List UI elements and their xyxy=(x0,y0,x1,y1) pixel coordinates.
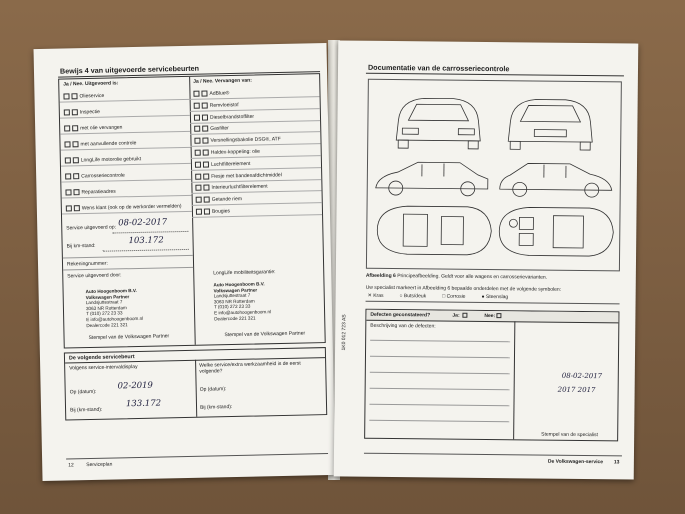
checkbox[interactable] xyxy=(71,93,77,99)
car-front-view-icon xyxy=(508,99,593,150)
square-icon: □ xyxy=(442,293,447,300)
car-diagram-svg xyxy=(367,80,621,271)
col2-label: Remvloeistof xyxy=(209,101,239,109)
checkbox[interactable] xyxy=(64,125,70,131)
description-line[interactable] xyxy=(369,420,509,422)
col1-item xyxy=(63,93,104,100)
stamp-line: E info@autohoogenboom.nl xyxy=(86,315,144,323)
symbols-instruction: Uw specialist markeert in Afbeelding 6 bepaalde onderdelen met de volgende symbolen: xyxy=(365,284,562,293)
symbols-legend xyxy=(368,293,525,301)
col1-item xyxy=(64,124,122,132)
figure-caption-bold: Afbeelding 6 xyxy=(365,272,396,280)
checkbox[interactable] xyxy=(194,138,200,144)
next-right-header: Welke service/extra werkzaamheid is de eerst volgende? xyxy=(199,360,301,375)
divider xyxy=(63,255,193,259)
col1-label: Inspectie xyxy=(79,109,100,116)
checkbox[interactable] xyxy=(203,173,209,179)
col2-item xyxy=(196,208,230,215)
stamp-line: E info@autohoogenboom.nl xyxy=(214,309,272,316)
col2-label: Fiesje met bandenafdichtmiddel xyxy=(211,171,282,180)
col1-label: LongLife motorolie gebruikt xyxy=(80,156,142,164)
checkbox[interactable] xyxy=(65,157,71,163)
figure-caption-text: Principeafbeelding. Geldt voor alle wagens en carrosserievarianten. xyxy=(397,273,548,281)
checkbox[interactable] xyxy=(65,173,71,179)
specialist-stamp-label: Stempel van de specialist xyxy=(541,431,598,439)
col2-item xyxy=(194,136,280,144)
bij-label: Bij (km-stand): xyxy=(70,406,103,414)
op-value: 02-2019 xyxy=(117,380,154,392)
checkbox[interactable] xyxy=(73,173,79,179)
description-line[interactable] xyxy=(369,404,509,406)
col1-item xyxy=(64,109,100,116)
checkbox[interactable] xyxy=(73,189,79,195)
checkbox[interactable] xyxy=(202,138,208,144)
specialist-date: 08-02-2017 xyxy=(561,371,603,381)
col2-label: Getande riem xyxy=(211,196,243,203)
legend-item xyxy=(481,294,508,300)
dot-icon: ● xyxy=(481,293,486,301)
defects-description-label: Beschrijving van de defecten: xyxy=(370,322,436,330)
side-code: 1K0 012 723 AS xyxy=(341,314,348,351)
km-label: Bij km-stand: xyxy=(66,242,96,250)
left-page-title: Bewijs 4 van uitgevoerde servicebeurten xyxy=(59,63,200,76)
next-service-title: De volgende servicebeurt xyxy=(68,354,135,362)
left-page xyxy=(34,43,336,481)
stamp-label-left: Stempel van de Volkswagen Partner xyxy=(88,333,170,342)
right-page-title: Documentatie van de carrosseriecontrole xyxy=(367,62,510,74)
date-line xyxy=(112,231,188,234)
stamp-label-right: Stempel van de Volkswagen Partner xyxy=(224,330,306,339)
dealer-stamp-left xyxy=(86,288,144,328)
left-footer-text: Serviceplan xyxy=(86,461,113,469)
col2-item xyxy=(193,90,229,97)
col2-label: Dieselbrandstoffilter xyxy=(209,113,255,121)
checkbox[interactable] xyxy=(66,205,72,211)
checkbox[interactable] xyxy=(196,209,202,215)
checkbox[interactable] xyxy=(194,114,200,120)
col1-label: met olie vervangen xyxy=(80,124,123,132)
checkbox[interactable] xyxy=(202,102,208,108)
checkbox[interactable] xyxy=(204,208,210,214)
ja-checkbox[interactable] xyxy=(462,313,467,318)
checkbox[interactable] xyxy=(204,197,210,203)
stamp-line: 3063 NR Rotterdam xyxy=(213,298,255,305)
checkbox[interactable] xyxy=(72,125,78,131)
col1-label: Wens klant (ook op de werkorder vermelden) xyxy=(81,203,182,212)
car-side-left-icon xyxy=(376,162,488,196)
description-line[interactable] xyxy=(370,372,510,374)
legend-item xyxy=(368,293,384,299)
stamp-line: 3063 NR Rotterdam xyxy=(85,305,127,311)
stamp-line: Volkswagen Partner xyxy=(213,287,258,293)
checkbox[interactable] xyxy=(203,149,209,155)
legend-item xyxy=(399,293,426,299)
checkbox[interactable] xyxy=(195,150,201,156)
bij-label-right: Bij (km-stand): xyxy=(199,404,233,411)
checkbox[interactable] xyxy=(73,157,79,163)
service-date-value: 08-02-2017 xyxy=(118,217,168,229)
title-rule xyxy=(366,73,624,77)
nee-checkbox[interactable] xyxy=(496,313,501,318)
footer-rule xyxy=(364,453,622,457)
col1-label: Olieservice xyxy=(79,92,105,100)
col1-item xyxy=(65,188,115,195)
nee-label: Nee: xyxy=(484,312,496,320)
divider xyxy=(63,267,193,271)
checkbox[interactable] xyxy=(195,161,201,167)
car-top-view-icon xyxy=(377,206,491,255)
stamp-line: T (010) 272 23 33 xyxy=(86,310,123,317)
checkbox[interactable] xyxy=(72,141,78,147)
checkbox[interactable] xyxy=(194,102,200,108)
stamp-line: Dealercode 221 321 xyxy=(86,321,128,328)
col1-item xyxy=(64,140,136,148)
col2-item xyxy=(194,125,229,132)
legend-item xyxy=(442,294,465,300)
specialist-signature: 2017 2017 xyxy=(557,385,596,395)
stamp-line: Dealercode 221 321 xyxy=(214,315,256,321)
stamp-line: Auto Hoogenboom B.V. xyxy=(85,288,137,295)
description-line[interactable] xyxy=(370,356,510,358)
stamp-line: T (010) 272 23 33 xyxy=(213,304,251,310)
checkbox[interactable] xyxy=(63,93,69,99)
stamp-line: Landsjuttestraat 7 xyxy=(85,299,123,306)
car-rear-view-icon xyxy=(396,98,481,149)
ja-label: Ja: xyxy=(452,312,460,319)
car-interior-view-icon xyxy=(499,207,613,256)
stamp-line: Volkswagen Partner xyxy=(85,293,130,300)
checkbox[interactable] xyxy=(64,141,70,147)
col2-item xyxy=(195,172,282,180)
legend-label: Steenslag xyxy=(485,294,509,301)
checkbox[interactable] xyxy=(196,197,202,203)
km-line xyxy=(103,249,189,252)
next-left-header: Volgens service-intervaldisplay xyxy=(69,364,138,372)
longlife-label: LongLife mobiliteitsgarantie: xyxy=(213,269,276,277)
checkbox[interactable] xyxy=(72,109,78,115)
stamp-line: Auto Hoogenboom B.V. xyxy=(213,281,265,288)
col2-item xyxy=(194,102,239,109)
col2-label: Haldex-koppeling: olie xyxy=(210,148,260,156)
col1-header: Ja / Nee. Uitgevoerd is: xyxy=(63,80,119,88)
right-page-number: 13 xyxy=(613,459,620,466)
bij-value: 133.172 xyxy=(125,398,162,410)
checkbox[interactable] xyxy=(74,205,80,211)
legend-label: Buts/deuk xyxy=(403,293,427,300)
checkbox[interactable] xyxy=(65,189,71,195)
col2-item xyxy=(196,196,242,203)
col2-item xyxy=(194,113,254,121)
column-divider xyxy=(195,360,197,417)
invoice-label: Rekeningnummer: xyxy=(66,260,108,268)
cross-icon: ✕ xyxy=(367,292,374,299)
col2-item xyxy=(195,184,267,192)
checkbox[interactable] xyxy=(202,126,208,132)
dealer-stamp-right xyxy=(213,281,271,321)
col2-header: Ja / Nee. Vervangen van: xyxy=(193,77,252,85)
defects-box xyxy=(364,309,619,442)
col2-label: Bougies xyxy=(211,208,231,215)
col2-item xyxy=(195,148,260,156)
right-footer-text: De Volkswagen-service xyxy=(547,458,604,466)
col2-label: Luchtfilterelement xyxy=(210,160,251,168)
checkbox[interactable] xyxy=(195,173,201,179)
checkbox[interactable] xyxy=(203,161,209,167)
checkbox[interactable] xyxy=(201,90,207,96)
checkbox[interactable] xyxy=(203,185,209,191)
footer-rule xyxy=(66,453,328,459)
col1-item xyxy=(65,156,141,164)
checkbox[interactable] xyxy=(193,91,199,97)
col1-label: met aanvullende controle xyxy=(80,140,137,148)
left-page-number: 12 xyxy=(68,462,74,469)
col1-item xyxy=(65,172,125,180)
done-by-label: Service uitgevoerd door: xyxy=(67,272,122,280)
car-side-right-icon xyxy=(500,163,612,197)
km-value: 103.172 xyxy=(128,235,164,247)
stamp-line: Landsjuttestraat 7 xyxy=(213,292,251,299)
col1-label: Carrosseriecontrole xyxy=(81,172,125,180)
checkbox[interactable] xyxy=(64,109,70,115)
legend-label: Corrosie xyxy=(446,293,466,300)
col2-label: Gasfilter xyxy=(210,125,229,133)
col2-item xyxy=(195,160,251,167)
right-page xyxy=(334,40,639,479)
divider xyxy=(366,301,620,305)
service-date-label: Service uitgevoerd op: xyxy=(66,224,117,232)
legend-label: Kras xyxy=(373,292,384,299)
figure-caption xyxy=(366,273,547,281)
next-service-box xyxy=(64,347,327,420)
car-diagram xyxy=(366,79,622,272)
service-table xyxy=(58,73,326,348)
description-line[interactable] xyxy=(370,388,510,390)
checkbox[interactable] xyxy=(202,114,208,120)
col2-label: Interieurluchtfilterelement xyxy=(211,183,268,192)
col2-label: Versnellingsbakolie DSG®, ATF xyxy=(210,136,281,144)
col1-label: Reparatieadres xyxy=(81,188,116,196)
circle-icon: ○ xyxy=(399,293,404,300)
col2-label: AdBlue® xyxy=(209,90,230,97)
checkbox[interactable] xyxy=(195,185,201,191)
op-label-right: Op (datum): xyxy=(199,386,227,393)
op-label: Op (datum): xyxy=(69,388,97,396)
checkbox[interactable] xyxy=(194,126,200,132)
description-line[interactable] xyxy=(370,340,510,342)
defects-label: Defecten geconstateerd? xyxy=(370,311,431,319)
column-divider xyxy=(513,321,515,439)
